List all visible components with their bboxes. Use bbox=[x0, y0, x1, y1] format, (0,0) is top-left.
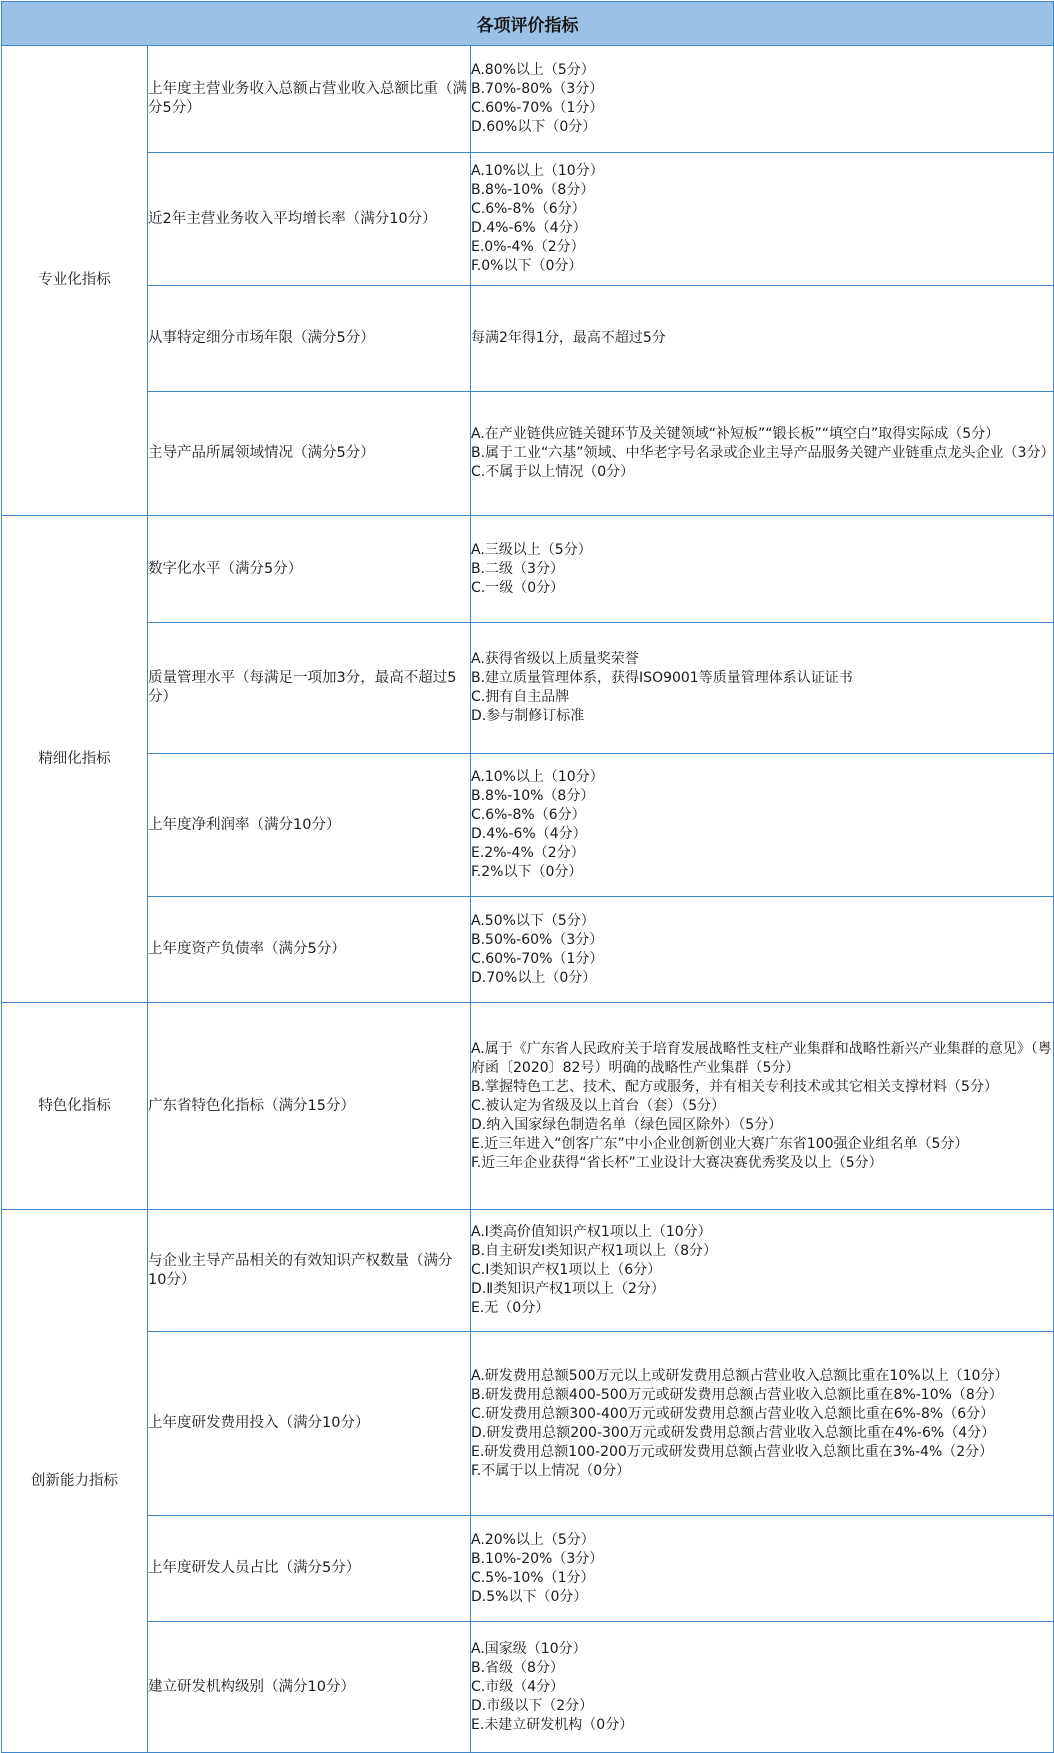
options-cell bbox=[471, 392, 1054, 516]
table-row bbox=[2, 1332, 1054, 1516]
table-row bbox=[2, 1210, 1054, 1332]
option-item: D.市级以下（2分） bbox=[471, 1697, 594, 1714]
table-row bbox=[2, 754, 1054, 897]
option-item: C.60%-70%（1分） bbox=[471, 100, 604, 116]
options-cell bbox=[471, 286, 1054, 392]
option-item: D.4%-6%（4分） bbox=[471, 826, 587, 842]
table-row bbox=[2, 516, 1054, 623]
option-item: F.不属于以上情况（0分） bbox=[471, 1462, 631, 1479]
options-cell bbox=[471, 1003, 1054, 1210]
table-header-row bbox=[2, 2, 1054, 46]
option-item: A.Ⅰ类高价值知识产权1项以上（10分） bbox=[471, 1224, 712, 1240]
option-item: C.Ⅰ类知识产权1项以上（6分） bbox=[471, 1262, 662, 1278]
indicator-cell: 建立研发机构级别（满分10分） bbox=[148, 1622, 471, 1753]
table-body bbox=[2, 46, 1054, 1753]
options-cell bbox=[471, 1516, 1054, 1622]
option-item: C.研发费用总额300-400万元或研发费用总额占营业收入总额比重在6%-8%（6分） bbox=[471, 1405, 995, 1422]
option-item: 每满2年得1分，最高不超过5分 bbox=[471, 330, 666, 346]
option-item: A.研发费用总额500万元以上或研发费用总额占营业收入总额比重在10%以上（10分） bbox=[471, 1367, 1009, 1384]
option-item: F.近三年企业获得“省长杯”工业设计大赛决赛优秀奖及以上（5分） bbox=[471, 1154, 883, 1171]
option-item: C.不属于以上情况（0分） bbox=[471, 464, 635, 480]
options-cell bbox=[471, 754, 1054, 897]
table-row bbox=[2, 897, 1054, 1003]
option-item: E.近三年进入“创客广东”中小企业创新创业大赛广东省100强企业组名单（5分） bbox=[471, 1135, 969, 1152]
option-item: B.10%-20%（3分） bbox=[471, 1550, 604, 1567]
table-row bbox=[2, 392, 1054, 516]
indicator-cell: 上年度净利润率（满分10分） bbox=[148, 754, 471, 897]
table-row bbox=[2, 153, 1054, 286]
indicator-cell: 广东省特色化指标（满分15分） bbox=[148, 1003, 471, 1210]
option-item: F.0%以下（0分） bbox=[471, 258, 583, 274]
evaluation-table bbox=[1, 1, 1054, 1753]
option-item: E.研发费用总额100-200万元或研发费用总额占营业收入总额比重在3%-4%（2分） bbox=[471, 1443, 994, 1460]
indicator-cell: 与企业主导产品相关的有效知识产权数量（满分10分） bbox=[148, 1210, 471, 1332]
indicator-cell: 上年度主营业务收入总额占营业收入总额比重（满分5分） bbox=[148, 46, 471, 153]
option-item: C.5%-10%（1分） bbox=[471, 1569, 595, 1586]
table-row bbox=[2, 1516, 1054, 1622]
option-item: B.自主研发Ⅰ类知识产权1项以上（8分） bbox=[471, 1243, 717, 1259]
option-item: F.2%以下（0分） bbox=[471, 864, 583, 880]
option-item: B.掌握特色工艺、技术、配方或服务，并有相关专利技术或其它相关支撑材料（5分） bbox=[471, 1078, 998, 1095]
options-cell bbox=[471, 153, 1054, 286]
category-cell: 精细化指标 bbox=[2, 516, 148, 1003]
option-item: B.省级（8分） bbox=[471, 1659, 564, 1676]
option-item: D.5%以下（0分） bbox=[471, 1588, 588, 1605]
indicator-cell: 上年度资产负债率（满分5分） bbox=[148, 897, 471, 1003]
option-item: C.6%-8%（6分） bbox=[471, 807, 586, 823]
table-title: 各项评价指标 bbox=[2, 2, 1054, 46]
options-cell bbox=[471, 1210, 1054, 1332]
option-item: A.10%以上（10分） bbox=[471, 769, 604, 785]
option-item: A.50%以下（5分） bbox=[471, 912, 595, 929]
option-item: E.2%-4%（2分） bbox=[471, 845, 585, 861]
option-item: B.建立质量管理体系，获得ISO9001等质量管理体系认证证书 bbox=[471, 670, 853, 686]
option-item: A.10%以上（10分） bbox=[471, 163, 604, 179]
option-item: A.20%以上（5分） bbox=[471, 1531, 595, 1548]
option-item: A.获得省级以上质量奖荣誉 bbox=[471, 651, 639, 667]
options-cell bbox=[471, 46, 1054, 153]
indicator-cell: 近2年主营业务收入平均增长率（满分10分） bbox=[148, 153, 471, 286]
option-item: B.属于工业“六基”领域、中华老字号名录或企业主导产品服务关键产业链重点龙头企业（3分） bbox=[471, 445, 1054, 461]
option-item: B.70%-80%（3分） bbox=[471, 81, 604, 97]
option-item: D.4%-6%（4分） bbox=[471, 220, 587, 236]
options-cell bbox=[471, 623, 1054, 754]
table-row bbox=[2, 1622, 1054, 1753]
option-item: E.未建立研发机构（0分） bbox=[471, 1716, 634, 1733]
table-row bbox=[2, 623, 1054, 754]
options-cell bbox=[471, 516, 1054, 623]
option-item: D.Ⅱ类知识产权1项以上（2分） bbox=[471, 1281, 665, 1297]
option-item: B.8%-10%（8分） bbox=[471, 182, 595, 198]
option-item: D.70%以上（0分） bbox=[471, 969, 597, 986]
option-item: C.被认定为省级及以上首台（套）（5分） bbox=[471, 1097, 726, 1114]
option-item: A.国家级（10分） bbox=[471, 1640, 587, 1657]
category-cell: 创新能力指标 bbox=[2, 1210, 148, 1753]
option-item: E.无（0分） bbox=[471, 1300, 550, 1316]
option-item: D.参与制修订标准 bbox=[471, 708, 585, 724]
option-item: C.6%-8%（6分） bbox=[471, 201, 586, 217]
option-item: A.属于《广东省人民政府关于培育发展战略性支柱产业集群和战略性新兴产业集群的意见》（粤府函〔2020〕82号）明确的战略性产业集群（5分） bbox=[471, 1040, 1052, 1076]
option-item: D.研发费用总额200-300万元或研发费用总额占营业收入总额比重在4%-6%（4分） bbox=[471, 1424, 996, 1441]
option-item: B.二级（3分） bbox=[471, 560, 564, 577]
option-item: C.一级（0分） bbox=[471, 579, 565, 596]
option-item: D.纳入国家绿色制造名单（绿色园区除外）（5分） bbox=[471, 1116, 783, 1133]
indicator-cell: 上年度研发人员占比（满分5分） bbox=[148, 1516, 471, 1622]
indicator-cell: 主导产品所属领域情况（满分5分） bbox=[148, 392, 471, 516]
table-row bbox=[2, 286, 1054, 392]
table-row bbox=[2, 46, 1054, 153]
indicator-cell: 上年度研发费用投入（满分10分） bbox=[148, 1332, 471, 1516]
indicator-cell: 从事特定细分市场年限（满分5分） bbox=[148, 286, 471, 392]
table-row bbox=[2, 1003, 1054, 1210]
option-item: B.研发费用总额400-500万元或研发费用总额占营业收入总额比重在8%-10%（8分） bbox=[471, 1386, 1003, 1403]
indicator-cell: 质量管理水平（每满足一项加3分，最高不超过5分） bbox=[148, 623, 471, 754]
indicator-cell: 数字化水平（满分5分） bbox=[148, 516, 471, 623]
options-cell bbox=[471, 897, 1054, 1003]
option-item: B.8%-10%（8分） bbox=[471, 788, 595, 804]
option-item: E.0%-4%（2分） bbox=[471, 239, 585, 255]
options-cell bbox=[471, 1622, 1054, 1753]
option-item: D.60%以下（0分） bbox=[471, 119, 597, 135]
option-item: A.在产业链供应链关键环节及关键领域“补短板”“锻长板”“填空白”取得实际成（5分） bbox=[471, 426, 1000, 442]
option-item: C.60%-70%（1分） bbox=[471, 950, 604, 967]
option-item: A.三级以上（5分） bbox=[471, 541, 592, 558]
option-item: B.50%-60%（3分） bbox=[471, 931, 604, 948]
option-item: A.80%以上（5分） bbox=[471, 62, 595, 78]
options-cell bbox=[471, 1332, 1054, 1516]
option-item: C.拥有自主品牌 bbox=[471, 689, 570, 705]
option-item: C.市级（4分） bbox=[471, 1678, 565, 1695]
category-cell: 专业化指标 bbox=[2, 46, 148, 516]
category-cell: 特色化指标 bbox=[2, 1003, 148, 1210]
